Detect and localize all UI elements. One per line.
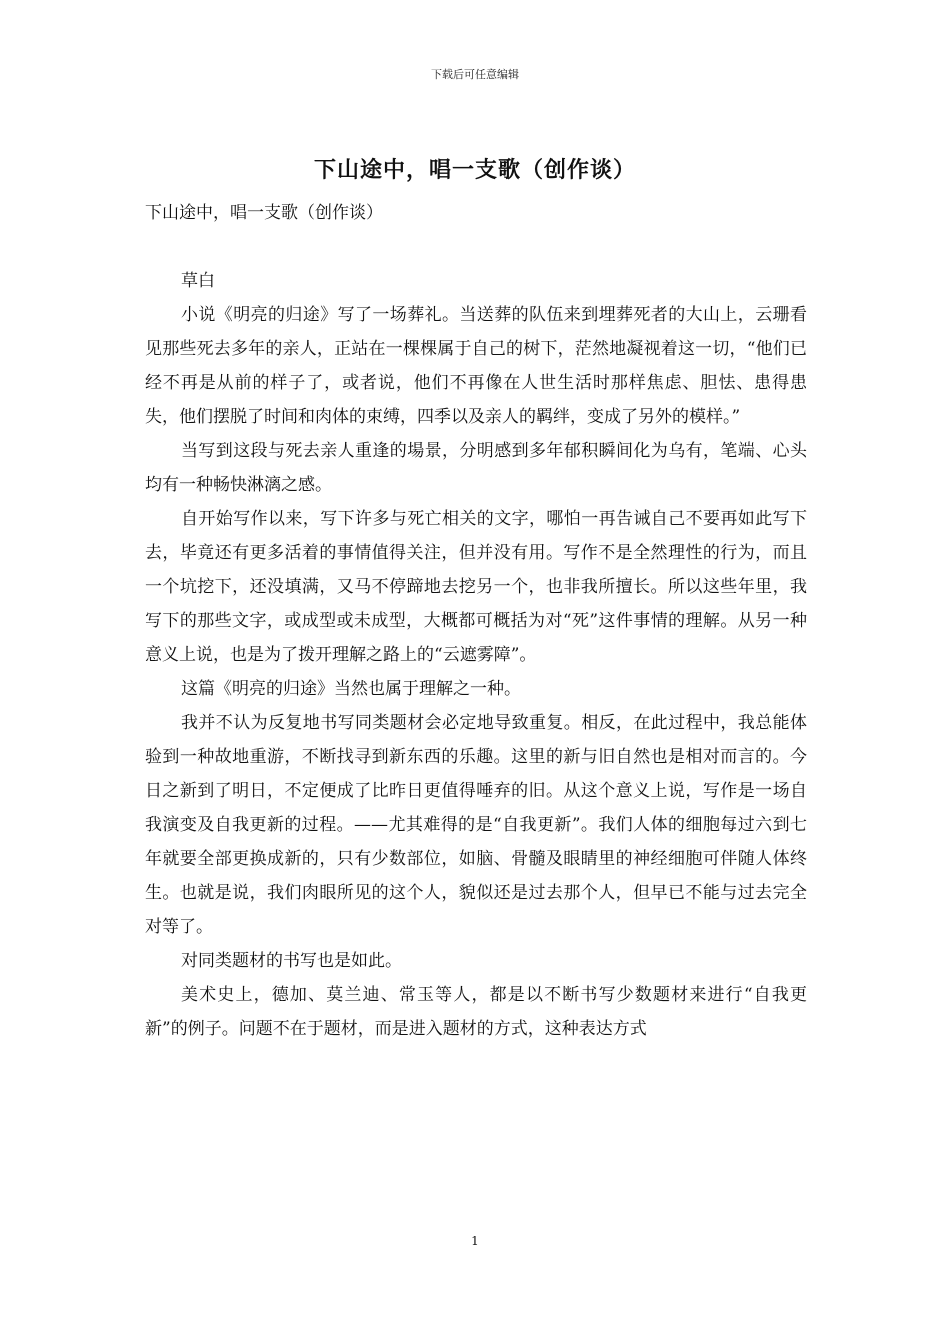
paragraph: 对同类题材的书写也是如此。 — [181, 951, 402, 971]
document-body — [145, 196, 807, 1046]
author: 草白 — [181, 271, 215, 291]
page-number: 1 — [471, 1234, 479, 1248]
paragraph: 我并不认为反复地书写同类题材会必定地导致重复。相反，在此过程中，我总能体验到一种故地重游，不断找寻到新东西的乐趣。这里的新与旧自然也是相对而言的。今日之新到了明日，不定便成了比昨日更值得唾弃的旧。从这个意义上说，写作是一场自我演变及自我更新的过程。——尤其难得的是“自我更新”。我们人体的细胞每过六到七年就要全部更换成新的，只有少数部位，如脑、骨髓及眼睛里的神经细胞可伴随人体终生。也就是说，我们肉眼所见的这个人，貌似还是过去那个人，但早已不能与过去完全对等了。 — [145, 713, 807, 937]
paragraph: 自开始写作以来，写下许多与死亡相关的文字，哪怕一再告诫自己不要再如此写下去，毕竟还有更多活着的事情值得关注，但并没有用。写作不是全然理性的行为，而且一个坑挖下，还没填满，又马不停蹄地去挖另一个，也非我所擅长。所以这些年里，我写下的那些文字，或成型或未成型，大概都可概括为对“死”这件事情的理解。从另一种意义上说，也是为了拨开理解之路上的“云遮雾障”。 — [145, 509, 807, 665]
subtitle: 下山途中，唱一支歌（创作谈） — [145, 203, 383, 223]
paragraph: 这篇《明亮的归途》当然也属于理解之一种。 — [181, 679, 521, 699]
header-note: 下载后可任意编辑 — [431, 68, 519, 81]
document-title: 下山途中，唱一支歌（创作谈） — [313, 157, 636, 183]
paragraph: 小说《明亮的归途》写了一场葬礼。当送葬的队伍来到埋葬死者的大山上，云珊看见那些死去多年的亲人，正站在一棵棵属于自己的树下，茫然地凝视着这一切，“他们已经不再是从前的样子了，或者说，他们不再像在人世生活时那样焦虑、胆怯、患得患失，他们摆脱了时间和肉体的束缚，四季以及亲人的羁绊，变成了另外的模样。” — [145, 305, 807, 427]
blank-line — [145, 230, 807, 264]
paragraph: 当写到这段与死去亲人重逢的場景，分明感到多年郁积瞬间化为乌有，笔端、心头均有一种畅快淋漓之感。 — [145, 441, 807, 495]
paragraph: 美术史上，德加、莫兰迪、常玉等人，都是以不断书写少数题材来进行“自我更新”的例子。问题不在于题材，而是进入题材的方式，这种表达方式 — [145, 985, 807, 1039]
